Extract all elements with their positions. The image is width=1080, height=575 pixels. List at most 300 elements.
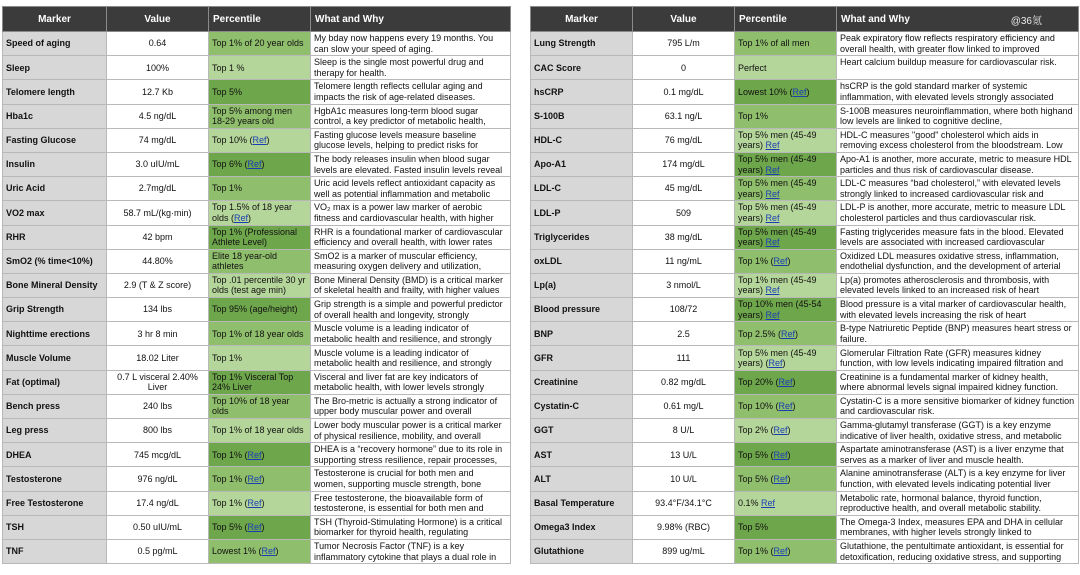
ref-link[interactable]: Ref bbox=[765, 212, 780, 223]
what-and-why-text: B-type Natriuretic Peptide (BNP) measures heart stress or failure. bbox=[840, 323, 1072, 344]
value-cell bbox=[633, 104, 735, 128]
left-table-body bbox=[3, 32, 511, 564]
what-and-why-cell bbox=[311, 128, 511, 152]
table-row bbox=[531, 201, 1079, 225]
value-cell bbox=[633, 515, 735, 539]
what-and-why-text: hsCRP is the gold standard marker of systemic inflammation, with elevated levels strongly associated bbox=[840, 81, 1054, 102]
percentile-header: Percentile bbox=[209, 7, 311, 32]
percentile-cell bbox=[735, 515, 837, 539]
marker-cell: Creatinine bbox=[531, 370, 633, 394]
what-and-why-text: The body releases insulin when blood sugar levels are elevated. Fasted insulin levels reveal bbox=[314, 154, 503, 175]
percentile-suffix: ) bbox=[261, 159, 265, 170]
value-text: 74 mg/dL bbox=[138, 135, 177, 146]
marker-cell: Omega3 Index bbox=[531, 515, 633, 539]
percentile-text: Top 1% ( bbox=[212, 449, 248, 460]
what-and-why-cell bbox=[311, 32, 511, 56]
value-cell bbox=[107, 104, 209, 128]
value-text: 0.7 L visceral 2.40% Liver bbox=[117, 371, 198, 393]
value-cell bbox=[107, 128, 209, 152]
percentile-text: Top 1% of all men bbox=[738, 38, 810, 49]
table-row bbox=[3, 346, 511, 370]
table-row bbox=[3, 177, 511, 201]
what-and-why-text: Telomere length reflects cellular aging and impacts the risk of age-related diseases. bbox=[314, 81, 483, 102]
what-and-why-cell bbox=[837, 152, 1079, 176]
what-and-why-cell bbox=[837, 298, 1079, 322]
table-row bbox=[3, 32, 511, 56]
percentile-text: Top 5% men (45-49 years) ( bbox=[738, 347, 817, 369]
what-and-why-cell bbox=[837, 104, 1079, 128]
value-text: 0.82 mg/dL bbox=[660, 376, 707, 387]
what-and-why-cell bbox=[837, 491, 1079, 515]
value-text: 45 mg/dL bbox=[664, 183, 703, 194]
what-and-why-cell bbox=[837, 539, 1079, 563]
what-and-why-text: The Omega-3 Index, measures EPA and DHA in cellular membranes, with higher levels strongly linked to bbox=[840, 516, 1063, 538]
percentile-cell bbox=[209, 515, 311, 539]
value-text: 17.4 ng/dL bbox=[136, 497, 179, 508]
value-cell bbox=[633, 225, 735, 249]
percentile-text: Top 1% of 18 year olds bbox=[212, 425, 304, 436]
marker-cell: Bench press bbox=[3, 394, 107, 418]
percentile-suffix: ) bbox=[792, 376, 796, 387]
what-and-why-text: LDL-P is another, more accurate, metric to measure LDL cholesterol particles and thus cardiovascular risk. bbox=[840, 202, 1066, 223]
what-and-why-text: Grip strength is a simple and powerful predictor of overall health and longevity, strongly bbox=[314, 299, 503, 320]
value-text: 0.64 bbox=[148, 38, 167, 49]
value-text: 899 ug/mL bbox=[662, 546, 705, 557]
marker-cell: BNP bbox=[531, 322, 633, 346]
percentile-text: Top 2.5% ( bbox=[738, 328, 782, 339]
marker-cell: Triglycerides bbox=[531, 225, 633, 249]
ref-link[interactable]: Ref bbox=[778, 376, 793, 387]
percentile-suffix: ) bbox=[261, 497, 265, 508]
what-and-why-text: Sleep is the single most powerful drug and therapy for health. bbox=[314, 57, 484, 78]
value-cell bbox=[107, 273, 209, 297]
what-and-why-text: Free testosterone, the bioavailable form of testosterone, is essential for both men and bbox=[314, 492, 484, 514]
right-table-body bbox=[531, 32, 1079, 564]
percentile-text: Top 1% ( bbox=[738, 256, 774, 267]
percentile-cell bbox=[209, 273, 311, 297]
value-cell bbox=[633, 56, 735, 80]
table-row bbox=[3, 298, 511, 322]
what-and-why-text: TSH (Thyroid-Stimulating Hormone) is a critical biomarker for thyroid health, regulating bbox=[314, 516, 503, 538]
percentile-cell bbox=[209, 346, 311, 370]
percentile-cell bbox=[735, 56, 837, 80]
percentile-text: Top 5% men (45-49 years) bbox=[738, 226, 817, 248]
percentile-text: Top 1% ( bbox=[738, 546, 774, 557]
value-cell bbox=[107, 152, 209, 176]
percentile-suffix: ) bbox=[248, 212, 252, 223]
percentile-text: Top 10% men (45-54 years) bbox=[738, 299, 822, 320]
value-cell bbox=[107, 201, 209, 225]
table-row bbox=[3, 225, 511, 249]
percentile-text: Top 10% ( bbox=[212, 135, 253, 146]
percentile-text: Top 1.5% of 18 year olds ( bbox=[212, 202, 293, 223]
percentile-cell bbox=[735, 443, 837, 467]
table-row bbox=[3, 152, 511, 176]
value-cell bbox=[633, 177, 735, 201]
percentile-cell bbox=[209, 201, 311, 225]
what-and-why-cell bbox=[311, 322, 511, 346]
what-and-why-cell bbox=[837, 346, 1079, 370]
marker-cell: Testosterone bbox=[3, 467, 107, 491]
table-row bbox=[531, 177, 1079, 201]
percentile-cell bbox=[209, 56, 311, 80]
biomarker-table-right bbox=[530, 6, 1079, 564]
percentile-cell bbox=[735, 491, 837, 515]
marker-cell: LDL-C bbox=[531, 177, 633, 201]
what-and-why-cell bbox=[311, 370, 511, 394]
what-and-why-text: Glutathione, the pentultimate antioxidant, is essential for detoxification, reducing oxidative stress, and supporting bbox=[840, 541, 1064, 562]
what-and-why-text: HgbA1c measures long-term blood sugar control, a key predictor of metabolic health, bbox=[314, 105, 486, 127]
marker-cell: TSH bbox=[3, 515, 107, 539]
percentile-cell bbox=[209, 539, 311, 563]
percentile-cell bbox=[735, 298, 837, 322]
what-and-why-cell bbox=[311, 201, 511, 225]
what-and-why-text: Metabolic rate, hormonal balance, thyroid function, reproductive health, and overall metabolic stability. bbox=[840, 492, 1042, 514]
what-and-why-cell bbox=[837, 225, 1079, 249]
percentile-cell bbox=[209, 419, 311, 443]
what-and-why-text: Fasting triglycerides measure fats in the blood. Elevated levels are associated with increased cardiovascular bbox=[840, 226, 1064, 248]
what-and-why-text: Lower body muscular power is a critical marker of physical resilience, mobility, and overall bbox=[314, 420, 502, 441]
ref-link[interactable]: Ref bbox=[773, 473, 788, 484]
what-and-why-cell bbox=[311, 177, 511, 201]
table-row bbox=[531, 370, 1079, 394]
what-and-why-cell bbox=[311, 346, 511, 370]
value-text: 76 mg/dL bbox=[664, 135, 703, 146]
marker-header: Marker bbox=[3, 7, 107, 32]
percentile-cell bbox=[735, 225, 837, 249]
percentile-cell bbox=[209, 298, 311, 322]
percentile-cell bbox=[735, 273, 837, 297]
percentile-cell bbox=[209, 152, 311, 176]
what-and-why-text: Muscle volume is a leading indicator of metabolic health and resilience, and strongly bbox=[314, 347, 492, 369]
ref-link[interactable]: Ref bbox=[773, 256, 788, 267]
value-text: 4.5 ng/dL bbox=[138, 110, 177, 121]
percentile-text: Lowest 1% ( bbox=[212, 546, 262, 557]
table-header-row bbox=[531, 7, 1079, 32]
what-and-why-cell bbox=[311, 491, 511, 515]
what-and-why-text: Uric acid levels reflect antioxidant capacity as well as potential inflammation and metabolic bbox=[314, 178, 496, 199]
percentile-cell bbox=[209, 32, 311, 56]
what-and-why-text: SmO2 is a marker of muscular efficiency, measuring oxygen delivery and utilization, bbox=[314, 250, 482, 272]
what-and-why-cell bbox=[311, 80, 511, 104]
table-row bbox=[531, 443, 1079, 467]
what-and-why-cell bbox=[311, 298, 511, 322]
value-text: 2.7mg/dL bbox=[138, 183, 177, 194]
table-row bbox=[3, 370, 511, 394]
what-and-why-text: HDL-C measures "good" cholesterol which aids in removing excess cholesterol from the bloodstream. Low bbox=[840, 129, 1063, 151]
percentile-cell bbox=[735, 467, 837, 491]
marker-cell: Fasting Glucose bbox=[3, 128, 107, 152]
percentile-suffix: ) bbox=[792, 401, 796, 412]
value-cell bbox=[107, 322, 209, 346]
value-text: 0.5 pg/mL bbox=[137, 546, 178, 557]
value-cell bbox=[107, 346, 209, 370]
value-cell bbox=[107, 467, 209, 491]
ref-link[interactable]: Ref bbox=[247, 473, 262, 484]
value-cell bbox=[107, 491, 209, 515]
ref-link[interactable]: Ref bbox=[765, 285, 780, 296]
value-text: 976 ng/dL bbox=[137, 473, 178, 484]
what-and-why-cell bbox=[837, 370, 1079, 394]
ref-link[interactable]: Ref bbox=[773, 425, 788, 436]
value-text: 42 bpm bbox=[142, 231, 173, 242]
marker-cell: VO2 max bbox=[3, 201, 107, 225]
what-and-why-cell bbox=[837, 419, 1079, 443]
marker-cell: ALT bbox=[531, 467, 633, 491]
value-cell bbox=[107, 249, 209, 273]
value-cell bbox=[107, 56, 209, 80]
value-cell bbox=[107, 419, 209, 443]
percentile-suffix: ) bbox=[787, 449, 791, 460]
percentile-text: Top 1% men (45-49 years) bbox=[738, 274, 817, 296]
marker-cell: Nighttime erections bbox=[3, 322, 107, 346]
percentile-cell bbox=[209, 128, 311, 152]
ref-link[interactable]: Ref bbox=[778, 401, 793, 412]
table-row bbox=[3, 419, 511, 443]
percentile-text: Top 1% ( bbox=[212, 497, 248, 508]
value-text: 10 U/L bbox=[670, 473, 697, 484]
percentile-cell bbox=[209, 370, 311, 394]
table-row bbox=[531, 515, 1079, 539]
value-cell bbox=[633, 539, 735, 563]
ref-link[interactable]: Ref bbox=[773, 449, 788, 460]
table-row bbox=[531, 56, 1079, 80]
what-and-why-cell bbox=[311, 273, 511, 297]
value-text: 11 ng/mL bbox=[665, 256, 702, 267]
percentile-suffix: ) bbox=[261, 449, 265, 460]
ref-link[interactable]: Ref bbox=[247, 497, 262, 508]
percentile-suffix: ) bbox=[261, 522, 265, 533]
table-row bbox=[531, 491, 1079, 515]
value-cell bbox=[633, 467, 735, 491]
marker-cell: Glutathione bbox=[531, 539, 633, 563]
table-row bbox=[531, 346, 1079, 370]
table-row bbox=[3, 322, 511, 346]
marker-cell: S-100B bbox=[531, 104, 633, 128]
table-row bbox=[3, 56, 511, 80]
value-text: 0.50 uIU/mL bbox=[132, 522, 183, 533]
what-and-why-text: RHR is a foundational marker of cardiovascular efficiency and overall health, with lower rates bbox=[314, 226, 503, 248]
percentile-cell bbox=[735, 32, 837, 56]
what-and-why-text: Heart calcium buildup measure for cardiovascular risk. bbox=[840, 57, 1057, 68]
percentile-cell bbox=[209, 394, 311, 418]
value-cell bbox=[107, 32, 209, 56]
value-text: 745 mcg/dL bbox=[133, 449, 182, 460]
what-and-why-text: Cystatin-C is a more sensitive biomarker of kidney function and cardiovascular risk. bbox=[840, 395, 1075, 417]
table-row bbox=[3, 201, 511, 225]
what-and-why-cell bbox=[837, 322, 1079, 346]
what-and-why-text: My bday now happens every 19 months. You can slow your speed of aging. bbox=[314, 33, 494, 54]
marker-cell: Uric Acid bbox=[3, 177, 107, 201]
value-header: Value bbox=[107, 7, 209, 32]
marker-cell: SmO2 (% time<10%) bbox=[3, 249, 107, 273]
what-and-why-text: The Bro-metric is actually a strong indicator of upper body muscular power and overall bbox=[314, 395, 498, 417]
marker-cell: Hba1c bbox=[3, 104, 107, 128]
percentile-text: Top 1% ( bbox=[212, 473, 248, 484]
what-and-why-cell bbox=[311, 249, 511, 273]
what-and-why-text: Fasting glucose levels measure baseline glucose levels, helping to predict risks for bbox=[314, 129, 479, 151]
what-and-why-cell bbox=[311, 394, 511, 418]
marker-cell: hsCRP bbox=[531, 80, 633, 104]
percentile-text: Top 5% ( bbox=[212, 522, 248, 533]
marker-cell: TNF bbox=[3, 539, 107, 563]
percentile-cell bbox=[209, 225, 311, 249]
what-and-why-cell bbox=[311, 467, 511, 491]
table-row bbox=[531, 104, 1079, 128]
value-cell bbox=[633, 201, 735, 225]
marker-cell: Free Testosterone bbox=[3, 491, 107, 515]
table-row bbox=[531, 32, 1079, 56]
ref-link[interactable]: Ref bbox=[765, 164, 780, 175]
percentile-text: Top 5% men (45-49 years) bbox=[738, 154, 817, 175]
marker-cell: Cystatin-C bbox=[531, 394, 633, 418]
ref-link[interactable]: Ref bbox=[792, 86, 807, 97]
percentile-cell bbox=[735, 249, 837, 273]
percentile-cell bbox=[209, 80, 311, 104]
value-text: 93.4°F/34.1°C bbox=[655, 497, 712, 508]
table-row bbox=[3, 80, 511, 104]
percentile-suffix: ) bbox=[782, 358, 786, 369]
marker-cell: Fat (optimal) bbox=[3, 370, 107, 394]
percentile-text: Top 1% (Professional Athlete Level) bbox=[212, 226, 298, 248]
ref-link[interactable]: Ref bbox=[234, 212, 249, 223]
value-text: 63.1 ng/L bbox=[664, 110, 703, 121]
table-row bbox=[531, 273, 1079, 297]
marker-cell: LDL-P bbox=[531, 201, 633, 225]
value-text: 2.5 bbox=[677, 328, 690, 339]
marker-cell: Lp(a) bbox=[531, 273, 633, 297]
marker-cell: Leg press bbox=[3, 419, 107, 443]
value-text: 3.0 uIU/mL bbox=[135, 159, 180, 170]
value-text: 100% bbox=[145, 62, 170, 73]
marker-cell: GFR bbox=[531, 346, 633, 370]
what-and-why-cell bbox=[837, 80, 1079, 104]
percentile-suffix: ) bbox=[266, 135, 270, 146]
marker-cell: Blood pressure bbox=[531, 298, 633, 322]
what-and-why-cell bbox=[311, 419, 511, 443]
percentile-cell bbox=[735, 80, 837, 104]
percentile-cell bbox=[735, 201, 837, 225]
what-and-why-cell bbox=[311, 56, 511, 80]
what-and-why-text: Lp(a) promotes atherosclerosis and thrombosis, with elevated levels linked to an increased risk of heart bbox=[840, 274, 1050, 296]
marker-cell: RHR bbox=[3, 225, 107, 249]
percentile-cell bbox=[735, 346, 837, 370]
what-and-why-text: Alanine aminotransferase (ALT) is a key enzyme for liver function, with elevated levels indicating potential liver bbox=[840, 468, 1066, 489]
ref-link[interactable]: Ref bbox=[765, 188, 780, 199]
value-text: 240 lbs bbox=[142, 401, 173, 412]
what-and-why-text: DHEA is a “recovery hormone” due to its role in supporting stress resilience, repair processes, bbox=[314, 444, 503, 465]
percentile-text: Top 1% Visceral Top 24% Liver bbox=[212, 371, 294, 393]
percentile-cell bbox=[735, 177, 837, 201]
table-row bbox=[3, 273, 511, 297]
what-and-why-cell bbox=[837, 128, 1079, 152]
what-and-why-cell bbox=[837, 177, 1079, 201]
percentile-text: Top 5% men (45-49 years) bbox=[738, 129, 817, 151]
table-row bbox=[3, 128, 511, 152]
ref-link[interactable]: Ref bbox=[773, 546, 788, 557]
what-and-why-cell bbox=[837, 201, 1079, 225]
percentile-cell bbox=[735, 370, 837, 394]
what-and-why-cell bbox=[837, 273, 1079, 297]
value-text: 3 nmol/L bbox=[666, 280, 701, 291]
percentile-text: Top 5% among men 18-29 years old bbox=[212, 105, 293, 127]
value-header: Value bbox=[633, 7, 735, 32]
percentile-suffix: ) bbox=[787, 546, 791, 557]
what-and-why-text: Visceral and liver fat are key indicators of metabolic health, with lower levels strongly bbox=[314, 371, 485, 393]
table-row bbox=[531, 419, 1079, 443]
percentile-suffix: ) bbox=[787, 256, 791, 267]
value-text: 800 lbs bbox=[142, 425, 173, 436]
percentile-header: Percentile bbox=[735, 7, 837, 32]
what-and-why-cell bbox=[311, 104, 511, 128]
ref-link[interactable]: Ref bbox=[781, 328, 796, 339]
ref-link[interactable]: Ref bbox=[768, 358, 783, 369]
what-and-why-cell bbox=[311, 225, 511, 249]
percentile-text: Top 1% of 18 year olds bbox=[212, 328, 304, 339]
value-cell bbox=[633, 346, 735, 370]
what-and-why-text: VO₂ max is a power law marker of aerobic fitness and cardiovascular health, with higher bbox=[314, 202, 494, 223]
ref-link[interactable]: Ref bbox=[765, 309, 780, 320]
value-text: 3 hr 8 min bbox=[137, 328, 178, 339]
percentile-text: Top 10% of 18 year olds bbox=[212, 395, 290, 417]
value-cell bbox=[633, 370, 735, 394]
value-text: 174 mg/dL bbox=[662, 159, 705, 170]
what-and-why-cell bbox=[311, 443, 511, 467]
value-cell bbox=[633, 273, 735, 297]
value-cell bbox=[633, 80, 735, 104]
percentile-cell bbox=[209, 249, 311, 273]
marker-cell: oxLDL bbox=[531, 249, 633, 273]
marker-cell: GGT bbox=[531, 419, 633, 443]
value-text: 44.80% bbox=[142, 256, 173, 267]
ref-link[interactable]: Ref bbox=[761, 497, 776, 508]
ref-link[interactable]: Ref bbox=[247, 449, 262, 460]
percentile-suffix: ) bbox=[806, 86, 810, 97]
percentile-text: Top 1% of 20 year olds bbox=[212, 38, 304, 49]
percentile-cell bbox=[209, 104, 311, 128]
biomarker-table-left bbox=[2, 6, 511, 564]
ref-link[interactable]: Ref bbox=[252, 135, 267, 146]
what-and-why-cell bbox=[837, 32, 1079, 56]
ref-link[interactable]: Ref bbox=[247, 159, 262, 170]
ref-link[interactable]: Ref bbox=[765, 237, 780, 248]
ref-link[interactable]: Ref bbox=[261, 546, 276, 557]
percentile-text: Lowest 10% ( bbox=[738, 86, 793, 97]
marker-cell: Basal Temperature bbox=[531, 491, 633, 515]
percentile-cell bbox=[735, 104, 837, 128]
ref-link[interactable]: Ref bbox=[247, 522, 262, 533]
percentile-suffix: ) bbox=[787, 473, 791, 484]
percentile-text: Elite 18 year-old athletes bbox=[212, 250, 278, 272]
table-row bbox=[531, 394, 1079, 418]
percentile-cell bbox=[735, 394, 837, 418]
value-cell bbox=[107, 225, 209, 249]
what-and-why-header: What and Why bbox=[837, 7, 1079, 32]
value-cell bbox=[107, 80, 209, 104]
percentile-cell bbox=[209, 322, 311, 346]
value-text: 18.02 Liter bbox=[136, 352, 179, 363]
what-and-why-cell bbox=[837, 56, 1079, 80]
marker-cell: Speed of aging bbox=[3, 32, 107, 56]
value-cell bbox=[633, 32, 735, 56]
percentile-cell bbox=[209, 491, 311, 515]
value-text: 0.61 mg/L bbox=[663, 401, 704, 412]
ref-link[interactable]: Ref bbox=[765, 140, 780, 151]
percentile-text: Top 95% (age/height) bbox=[212, 304, 298, 315]
marker-cell: Bone Mineral Density bbox=[3, 273, 107, 297]
table-row bbox=[3, 515, 511, 539]
percentile-text: Top 5% ( bbox=[738, 473, 774, 484]
